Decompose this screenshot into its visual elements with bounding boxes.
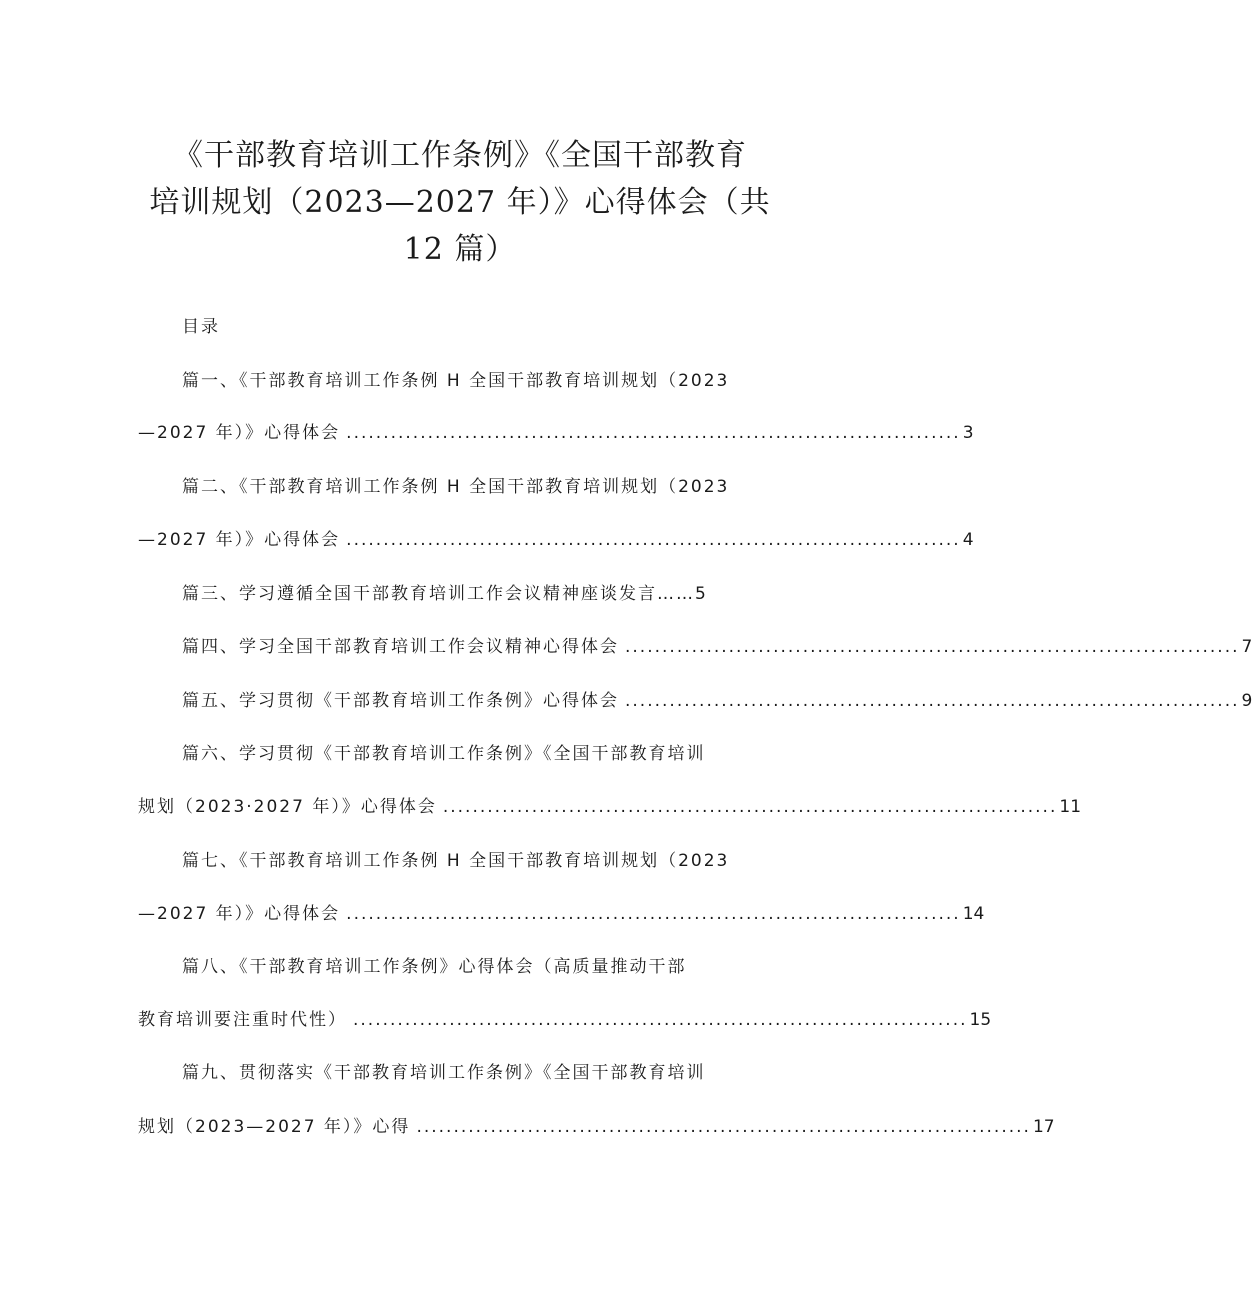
toc-leader-dots: ................................................................................... <box>625 637 1240 657</box>
toc-entry-text: —2027 年）》心得体会 <box>138 904 341 924</box>
toc-leader-dots: ................................................................................... <box>353 1010 968 1030</box>
toc-page-number: 4 <box>962 530 974 550</box>
title-line-2: 培训规划（2023—2027 年）》心得体会（共 <box>149 185 771 220</box>
toc-entry-6-line-1[interactable]: 篇六、学习贯彻《干部教育培训工作条例》《全国干部教育培训 <box>182 744 706 764</box>
toc-entry-text: 篇四、学习全国干部教育培训工作会议精神心得体会 <box>182 637 619 657</box>
toc-page-number: 7 <box>1241 637 1252 657</box>
toc-entry-text: 篇五、学习贯彻《干部教育培训工作条例》心得体会 <box>182 691 619 711</box>
toc-entry-5[interactable] <box>182 686 1252 711</box>
title-line-3: 12 篇） <box>403 232 517 267</box>
toc-leader-dots: ................................................................................... <box>625 691 1240 711</box>
toc-entry-2-line-2[interactable] <box>138 525 974 550</box>
toc-leader-dots: ................................................................................... <box>346 904 961 924</box>
toc-page-number: 14 <box>962 904 985 924</box>
toc-leader-dots: ................................................................................... <box>442 797 1058 817</box>
toc-heading: 目录 <box>182 317 220 337</box>
toc-entry-6-line-2[interactable] <box>138 792 1082 817</box>
toc-entry-text: —2027 年）》心得体会 <box>138 423 341 443</box>
title-line-1: 《干部教育培训工作条例》《全国干部教育 <box>173 138 747 173</box>
toc-leader-dots: ................................................................................... <box>416 1117 1031 1137</box>
toc-page-number: 3 <box>962 423 974 443</box>
toc-page-number: 17 <box>1032 1117 1055 1137</box>
toc-entry-3[interactable]: 篇三、学习遵循全国干部教育培训工作会议精神座谈发言……5 <box>182 584 708 604</box>
toc-entry-1-line-2[interactable] <box>138 418 974 443</box>
toc-entry-text: 教育培训要注重时代性） <box>138 1010 347 1030</box>
toc-entry-text: —2027 年）》心得体会 <box>138 530 341 550</box>
toc-entry-1-line-1[interactable]: 篇一、《干部教育培训工作条例 H 全国干部教育培训规划（2023 <box>182 371 730 391</box>
toc-entry-8-line-2[interactable] <box>138 1005 992 1030</box>
document-title <box>130 132 790 273</box>
toc-entry-text: 规划（2023·2027 年）》心得体会 <box>138 797 437 817</box>
toc-entry-7-line-2[interactable] <box>138 899 985 924</box>
toc-entry-7-line-1[interactable]: 篇七、《干部教育培训工作条例 H 全国干部教育培训规划（2023 <box>182 851 730 871</box>
toc-entry-2-line-1[interactable]: 篇二、《干部教育培训工作条例 H 全国干部教育培训规划（2023 <box>182 477 730 497</box>
toc-entry-9-line-1[interactable]: 篇九、贯彻落实《干部教育培训工作条例》《全国干部教育培训 <box>182 1063 706 1083</box>
toc-page-number: 9 <box>1241 691 1252 711</box>
toc-entry-8-line-1[interactable]: 篇八、《干部教育培训工作条例》心得体会（高质量推动干部 <box>182 957 687 977</box>
toc-page-number: 15 <box>969 1010 992 1030</box>
toc-entry-9-line-2[interactable] <box>138 1112 1055 1137</box>
toc-leader-dots: ................................................................................... <box>346 423 961 443</box>
toc-entry-4[interactable] <box>182 632 1252 657</box>
toc-entry-text: 规划（2023—2027 年）》心得 <box>138 1117 411 1137</box>
toc-page-number: 11 <box>1059 797 1082 817</box>
toc-leader-dots: ................................................................................... <box>346 530 961 550</box>
